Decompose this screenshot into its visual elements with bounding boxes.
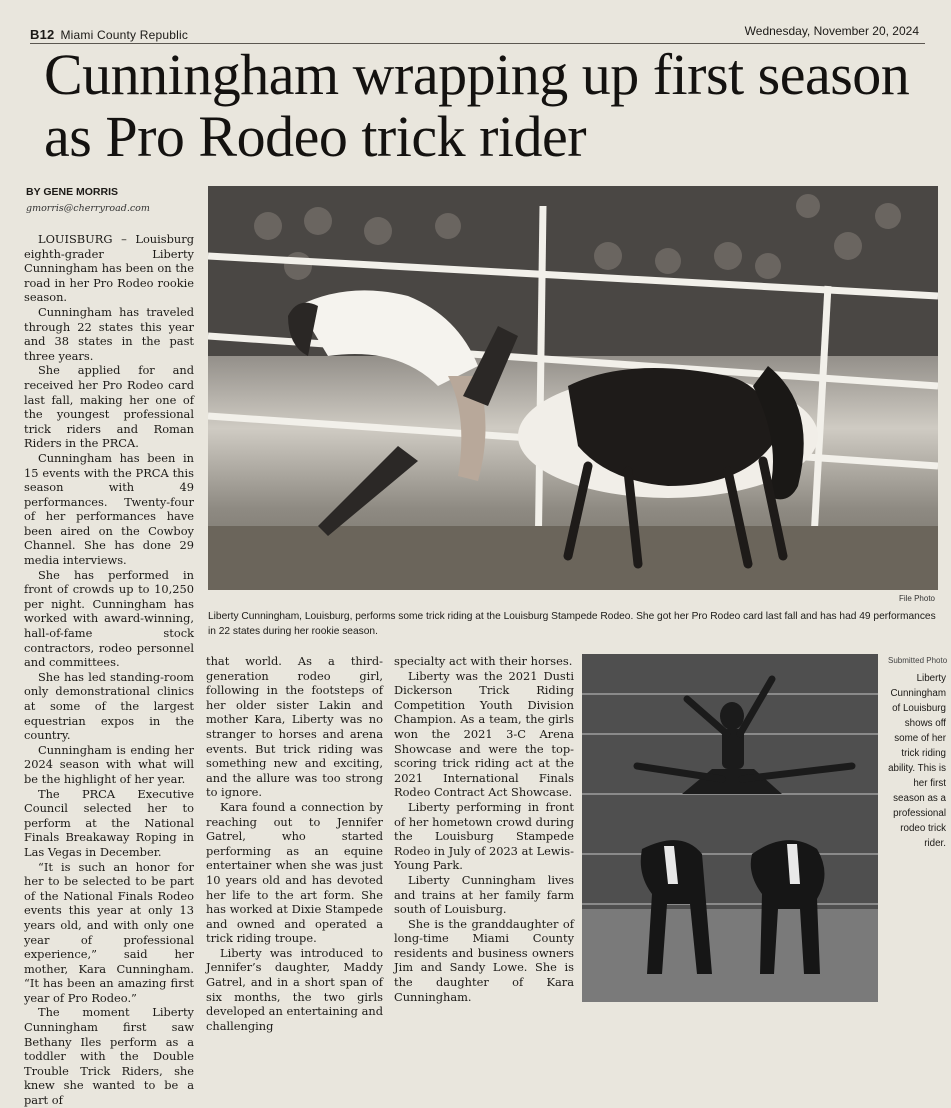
article-paragraph: LOUISBURG – Louisburg eighth-grader Liberty Cunningham has been on the road in her Pro Rodeo rookie season. xyxy=(24,232,194,305)
article-column-3 xyxy=(394,654,574,1004)
article-column-2 xyxy=(206,654,383,1033)
article-paragraph: Kara found a connection by reaching out to Jennifer Gatrel, who started performing as an equine entertainer when she was just 10 years old and has devoted her life to the art form. She has worked at Dixie Stampede and owned and operated a trick riding troupe. xyxy=(206,799,383,946)
article-paragraph: Liberty was introduced to Jennifer’s daughter, Maddy Gatrel, and in a short span of six months, the two girls developed an entertaining and challenging xyxy=(206,945,383,1033)
article-paragraph: She applied for and received her Pro Rodeo card last fall, making her one of the youngest professional trick riders and Roman Riders in the PRCA. xyxy=(24,363,194,451)
article-paragraph: Liberty was the 2021 Dusti Dickerson Trick Riding Competition Youth Division Champion. As a team, the girls won the 2021 3-C Arena Showcase and were the top-scoring trick riding act at the 2021 International Finals Rodeo Contract Act Showcase. xyxy=(394,668,574,800)
paper-name: Miami County Republic xyxy=(60,28,189,42)
issue-date: Wednesday, November 20, 2024 xyxy=(744,24,919,38)
page-number: B12 xyxy=(30,27,55,42)
trick-rider-standing-photo xyxy=(582,654,878,1002)
article-paragraph: Liberty performing in front of her hometown crowd during the Louisburg Stampede Rodeo in July of 2023 at Lewis-Young Park. xyxy=(394,799,574,873)
article-column-1 xyxy=(24,232,194,1108)
article-paragraph: specialty act with their horses. xyxy=(394,654,573,668)
rodeo-trick-riding-photo xyxy=(208,186,938,590)
photo-caption: Liberty Cunningham, Louisburg, performs some trick riding at the Louisburg Stampede Rodeo. She got her Pro Rodeo card last fall and has had 49 performances in 22 states during her rookie season. xyxy=(208,611,936,637)
article-paragraph: that world. As a third-generation rodeo girl, following in the footsteps of her older sister Lakin and mother Kara, Liberty was no stranger to horses and arena events. But trick riding was something new and exciting, and the allure was too strong to ignore. xyxy=(206,654,383,800)
photo-caption-side: Liberty Cunningham of Louisburg shows off some of her trick riding ability. This is her first season as a professional rodeo trick rider. xyxy=(888,673,946,849)
headline: Cunningham wrapping up first season as Pro Rodeo trick rider xyxy=(44,42,910,169)
standing-trick-rider-image xyxy=(582,654,878,1002)
article-paragraph: Cunningham has traveled through 22 states this year and 38 states in the past three years. xyxy=(24,304,194,363)
byline: BY GENE MORRIS xyxy=(26,186,118,198)
article-paragraph: “It is such an honor for her to be selected to be part of the National Finals Rodeo events this year at only 13 years old, and with only one year of professional experience,” said her mother, Kara Cunningham. “It has been an amazing first year of Pro Rodeo.” xyxy=(24,859,194,1005)
article-paragraph: She has performed in front of crowds up to 10,250 per night. Cunningham has worked with award-winning, hall-of-fame stock contractors, rodeo personnel and committees. xyxy=(24,567,194,670)
photo-credit: File Photo xyxy=(898,594,935,603)
article-paragraph: The PRCA Executive Council selected her to perform at the National Finals Breakaway Roping in Las Vegas in December. xyxy=(24,786,194,859)
article-paragraph: Liberty Cunningham lives and trains at her family farm south of Louisburg. xyxy=(394,872,574,917)
article-paragraph: She is the granddaughter of long-time Miami County residents and business owners Jim and Sandy Lowe. She is the daughter of Kara Cunningham. xyxy=(394,916,574,1004)
article-paragraph: The moment Liberty Cunningham first saw Bethany Iles perform as a toddler with the Double Trouble Trick Riders, she knew she wanted to be a part of xyxy=(24,1005,194,1108)
article-paragraph: She has led standing-room only demonstrational clinics at some of the largest equestrian expos in the country. xyxy=(24,669,194,743)
page-header xyxy=(30,27,188,42)
article-paragraph: Cunningham is ending her 2024 season with what will be the highlight of her year. xyxy=(24,742,194,786)
trick-rider-horse-image xyxy=(208,186,938,590)
photo-credit-submitted: Submitted Photo xyxy=(888,656,948,665)
article-paragraph: Cunningham has been in 15 events with the PRCA this season with 49 performances. Twenty-four of her performances have been aired on the Cowboy Channel. She has done 29 media interviews. xyxy=(24,450,194,568)
author-email: gmorris@cherryroad.com xyxy=(26,203,150,214)
